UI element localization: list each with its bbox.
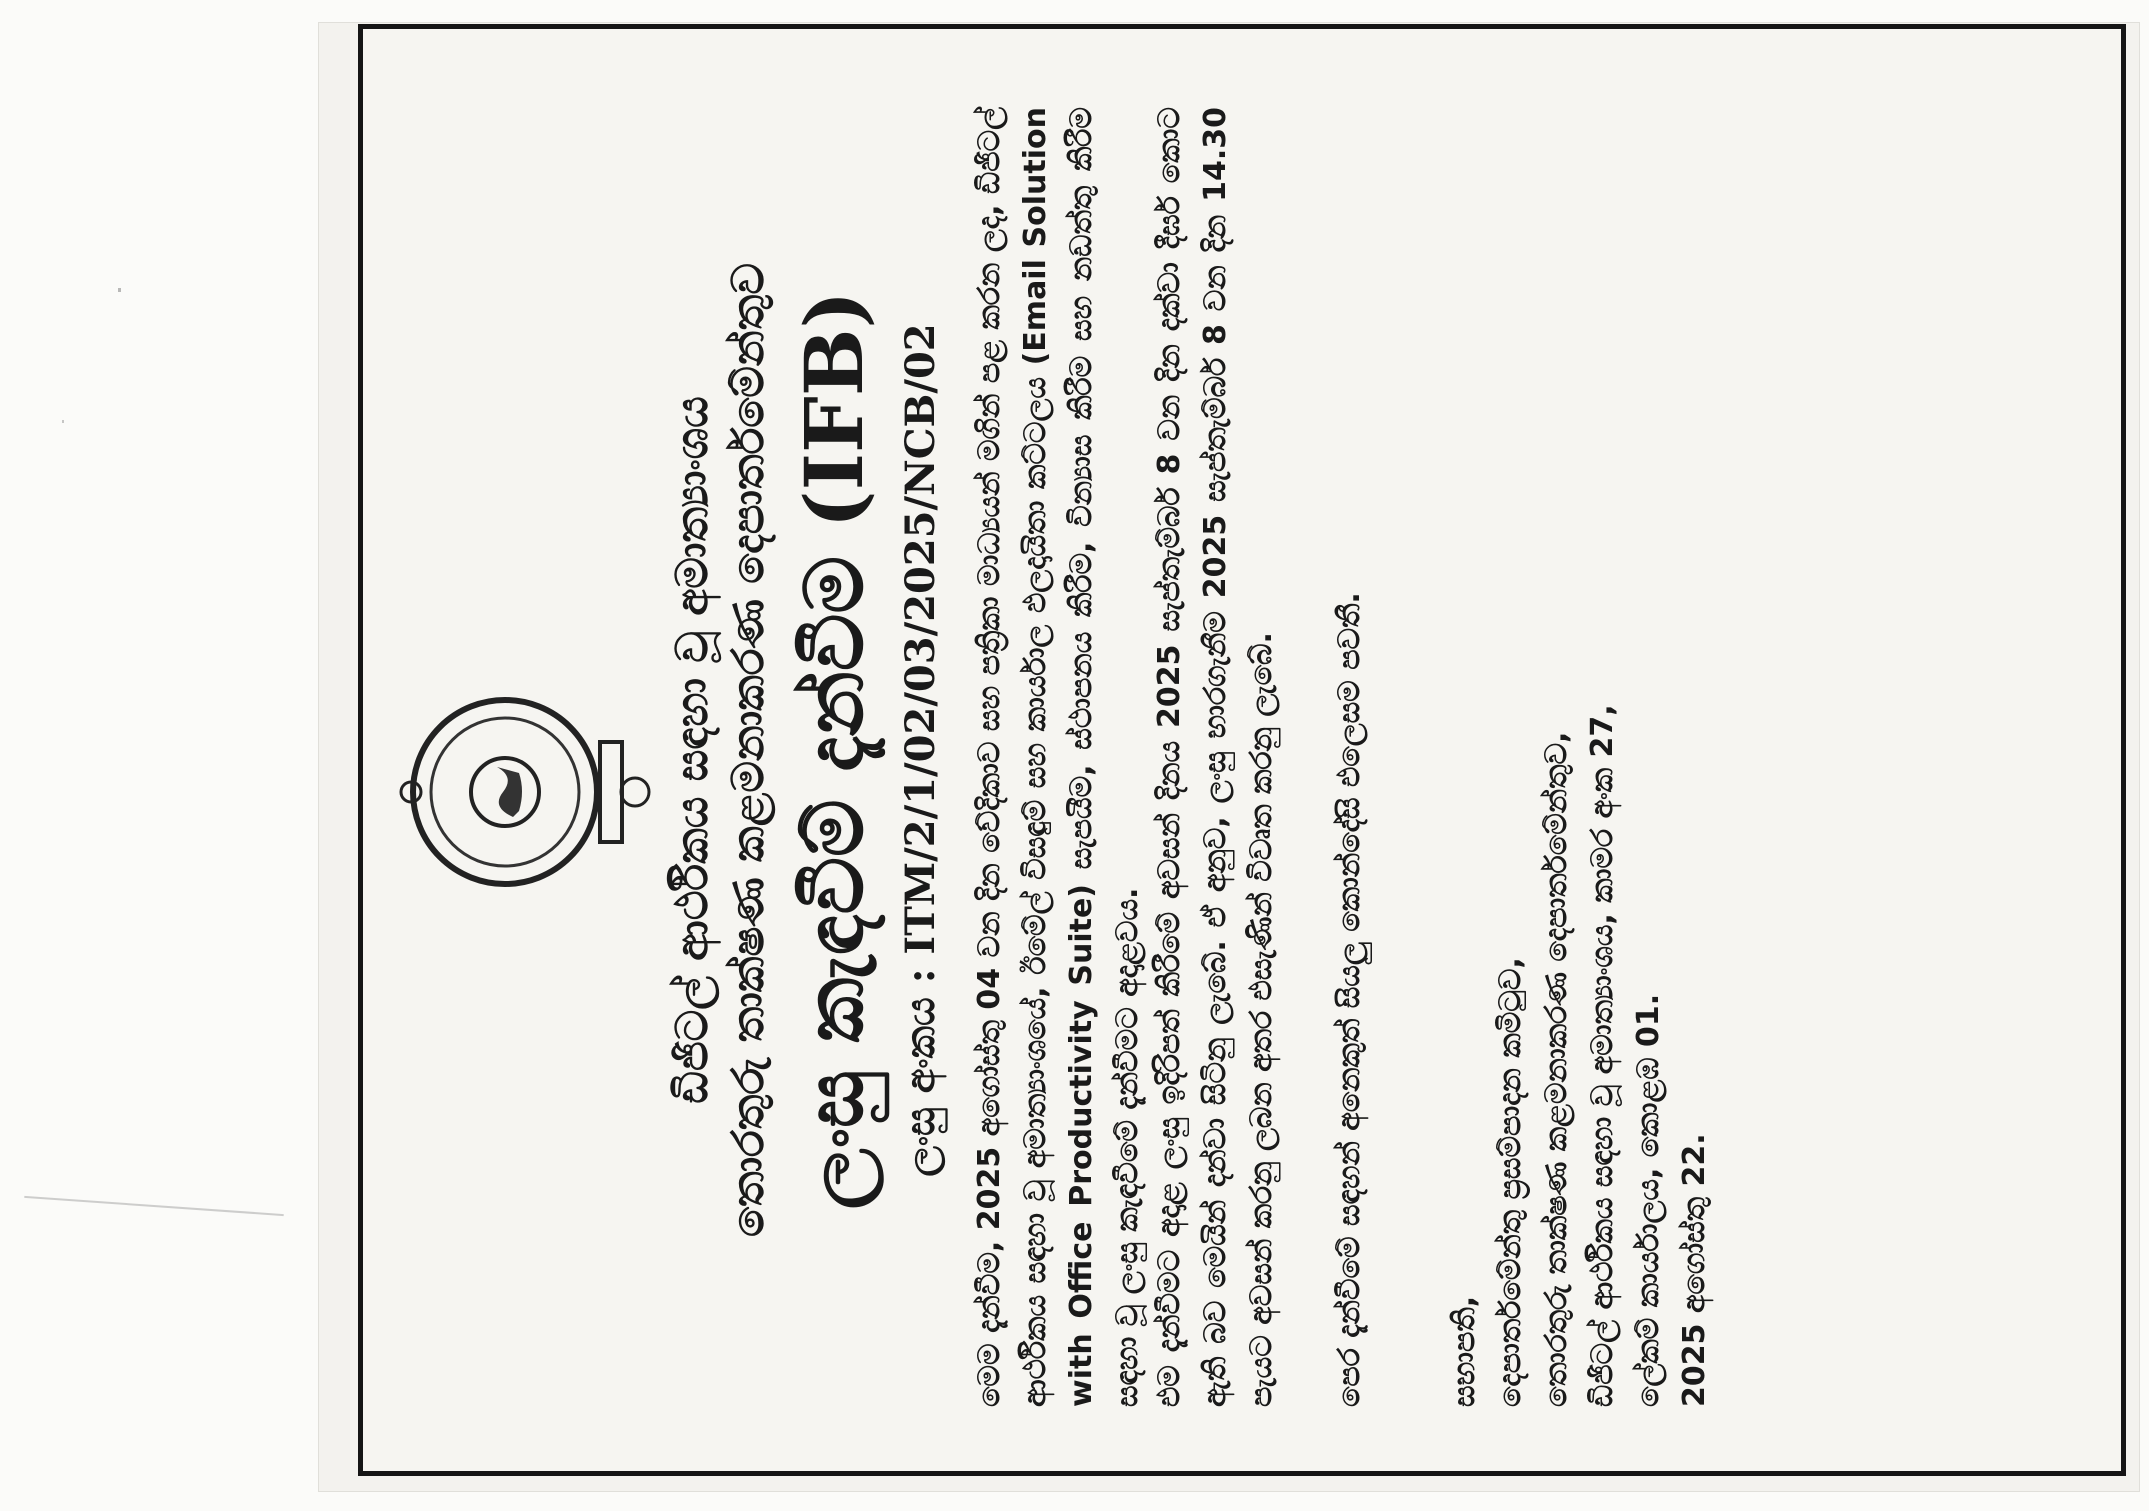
government-crest-icon bbox=[395, 687, 655, 897]
scan-artifact-dot bbox=[118, 288, 121, 292]
signature-line: සභාපති, bbox=[1447, 1295, 1482, 1407]
signature-line: ලේකම් කාර්යාලය, කොළඹ 01. bbox=[1631, 993, 1666, 1407]
department-name: තොරතුරු තාක්ෂණ කළමනාකරණ දෙපාර්තමේන්තුව bbox=[723, 263, 774, 1237]
paragraph-3: පෙර දැන්වීමේ සඳහන් අනෙකුත් සියලු කොන්දේසි එලෙසම පවතී. bbox=[1332, 592, 1367, 1407]
signature-line: තොරතුරු තාක්ෂණ කළමනාකරණ දෙපාර්තමේන්තුව, bbox=[1539, 731, 1574, 1407]
ministry-name: ඩිජිටල් ආර්ථිකය සඳහා වූ අමාත්‍යාංශය bbox=[667, 396, 718, 1104]
signature-date: 2025 අගෝස්තු 22. bbox=[1677, 1133, 1712, 1407]
paragraph-2: එම දැන්වීමට අදාළ ලංසු ඉදිරිපත් කිරීමේ අවසන් දිනය 2025 සැප්තැම්බර් 8 වන දින දක්වා දීර්ඝ කොට ඇති බව මෙයින් දන්වා සිටිනු ලැබේ. ඒ අනුව, ලංසු භාරගැනීම 2025 සැප්තැම්බර් 8 වන දින 14.30 පැයට අවසන් කරනු ලබන අතර එසැණින් විවෘත කරනු ලැබේ. bbox=[1152, 107, 1279, 1407]
signature-block bbox=[1442, 704, 1718, 1407]
paragraph-1: මෙම දැන්වීම, 2025 අගෝස්තු 04 වන දින වේදිකාව සහ පත්‍රිකා මාධ්‍යයන් මගින් පළ කරන ලද, ඩිජිටල් ආර්ථිකය සඳහා වූ අමාත්‍යාංශයේ, ඊමේල් විසඳුම් සහ කාර්යාල ඵලදායිතා කට්ටලය (Email Solution with Office Productivity Suite) සැපයීම, ස්ථාපනය කිරීම, වින්‍යාස කිරීම සහ නඩත්තු කිරීම සඳහා වූ ලංසු කැඳවීමේ දැන්වීමට අදාළවය. bbox=[972, 107, 1145, 1407]
scan-artifact-dot bbox=[62, 420, 64, 423]
bid-reference-label: ලංසු අංකය : bbox=[897, 968, 944, 1177]
signature-line: ඩිජිටල් ආර්ථිකය සඳහා වූ අමාත්‍යාංශය, කාමර අංක 27, bbox=[1585, 704, 1620, 1407]
bid-reference-number: ITM/2/1/02/03/2025/NCB/02 bbox=[897, 323, 944, 955]
notice-heading: ලංසු කැඳවීම් දැන්වීම (IFB) bbox=[787, 290, 881, 1210]
scan-artifact-line bbox=[24, 1196, 284, 1216]
notice-content bbox=[367, 33, 2117, 1467]
signature-line: දෙපාර්තමේන්තු ප්‍රසම්පාදන කමිටුව, bbox=[1493, 957, 1528, 1407]
bid-reference bbox=[897, 33, 944, 1467]
